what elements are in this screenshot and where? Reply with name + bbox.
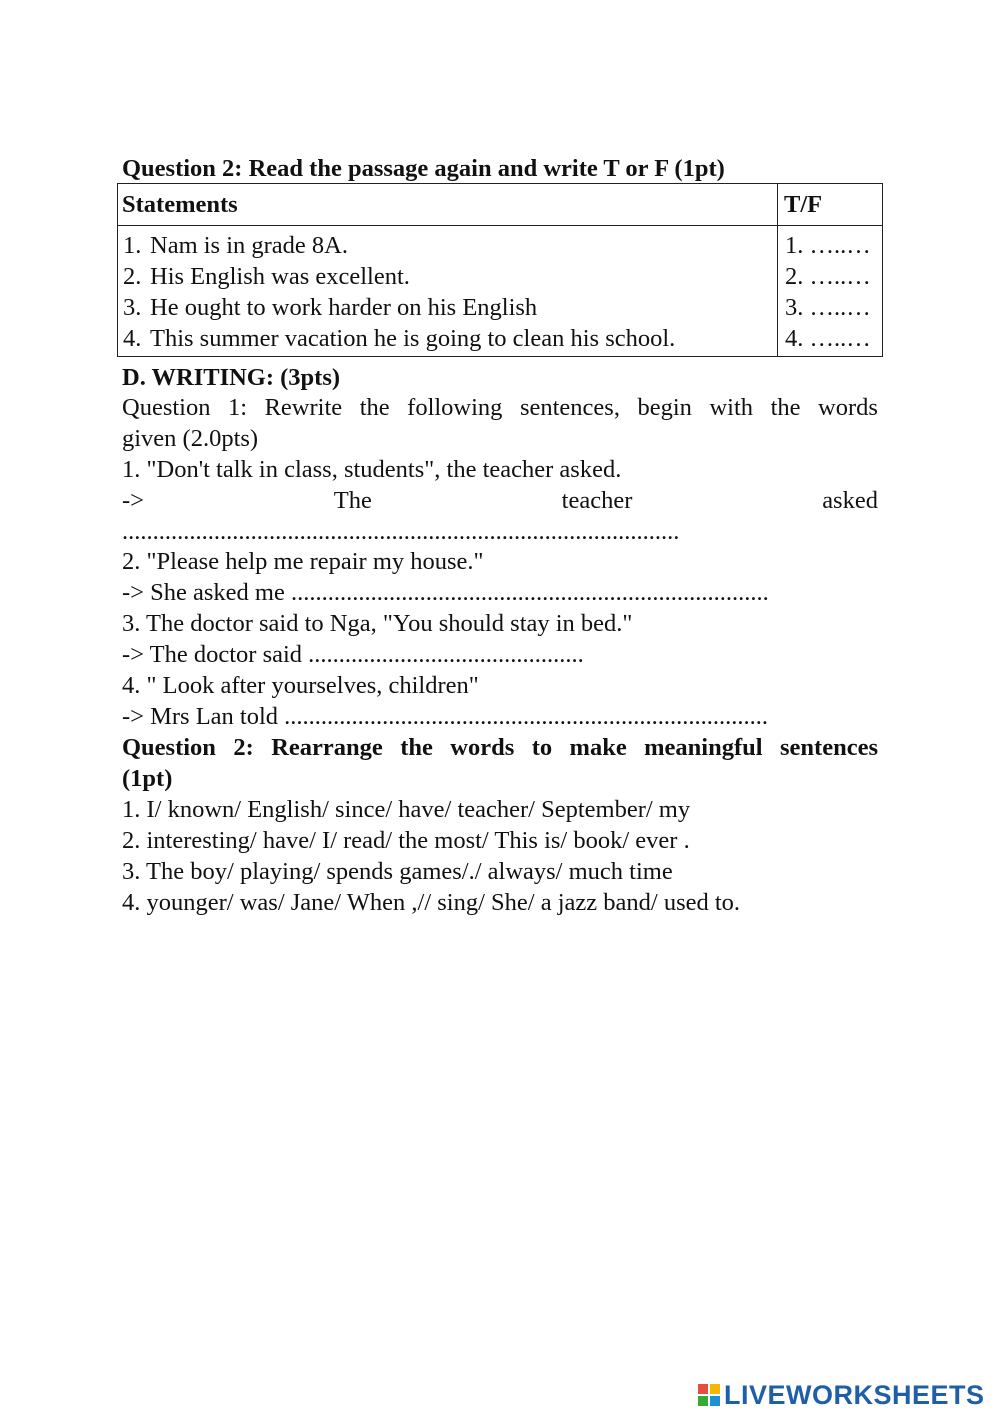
statement-item: 4. This summer vacation he is going to clean his school. [123,325,676,352]
writing-q1-title-line1: Question 1: Rewrite the following sentences, begin with the words [122,394,878,421]
answer-blank[interactable]: 3. …..… [785,294,871,321]
writing-q1-title-line2: given (2.0pts) [122,425,259,452]
statements-cell [118,226,778,357]
writing-q1-item-1: 1. "Don't talk in class, students", the teacher asked. [122,456,622,483]
writing-q1-item-4: 4. " Look after yourselves, children" [122,672,479,699]
writing-q2-title-line1: Question 2: Rearrange the words to make meaningful sentences [122,734,878,761]
answer-blank[interactable]: 1. …..… [785,232,871,259]
rearrange-item-3: 3. The boy/ playing/ spends games/./ always/ much time [122,858,673,885]
writing-q1-answer-1-line: -> The teacher asked [122,487,878,514]
answer-blank[interactable]: 4. …..… [785,325,871,352]
rearrange-item-1: 1. I/ known/ English/ since/ have/ teacher/ September/ my [122,796,691,823]
table-header-row [118,184,883,226]
liveworksheets-logo-text: LIVEWORKSHEETS [724,1379,985,1410]
answers-cell [778,226,883,357]
statement-item: 2. His English was excellent. [123,263,410,290]
tf-header: T/F [778,184,883,226]
answer-blank[interactable]: 2. …..… [785,263,871,290]
reading-question-2-title: Question 2: Read the passage again and write T or F (1pt) [122,155,725,182]
writing-q1-answer-4[interactable]: -> Mrs Lan told ............................................................................... [122,703,769,730]
liveworksheets-logo-icon [698,1384,720,1406]
writing-q1-answer-1-dots[interactable]: ........................................................................................... [122,518,680,545]
table-body-row [118,226,883,357]
statements-header: Statements [118,184,778,226]
writing-heading: D. WRITING: (3pts) [122,364,341,391]
writing-q2-title-line2: (1pt) [122,765,173,792]
liveworksheets-logo[interactable] [698,1378,985,1412]
writing-q1-item-3: 3. The doctor said to Nga, "You should stay in bed." [122,610,633,637]
statement-item: 1. Nam is in grade 8A. [123,232,348,259]
worksheet-page [122,0,878,1413]
writing-q1-answer-2[interactable]: -> She asked me .............................................................................. [122,579,769,606]
rearrange-item-4: 4. younger/ was/ Jane/ When ,// sing/ She/ a jazz band/ used to. [122,889,741,916]
writing-q1-item-2: 2. "Please help me repair my house." [122,548,484,575]
rearrange-item-2: 2. interesting/ have/ I/ read/ the most/ This is/ book/ ever . [122,827,690,854]
statement-item: 3. He ought to work harder on his English [123,294,538,321]
true-false-table [117,183,883,357]
writing-q1-answer-3[interactable]: -> The doctor said ............................................. [122,641,584,668]
